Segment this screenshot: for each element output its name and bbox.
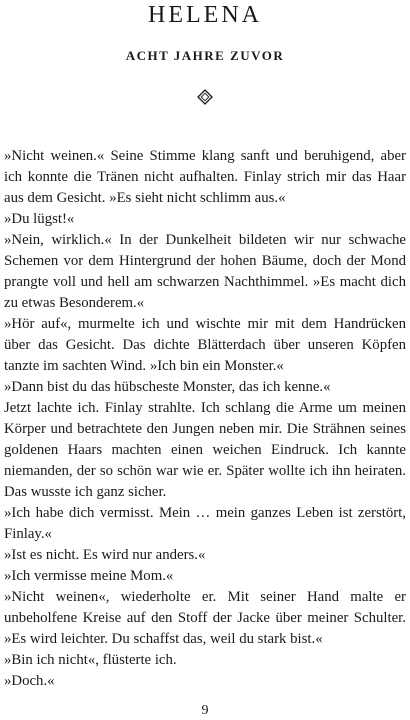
paragraph: Jetzt lachte ich. Finlay strahlte. Ich schlang die Arme um meinen Körper und betrachtete den Jungen neben mir. Die Strähnen seines goldenen Haars machten einen weichen Eindruck. Ich kannte niemanden, der so schön war wie er. Später wollte ich ihn heiraten. Das wusste ich ganz sicher. <box>4 400 406 500</box>
paragraph: »Dann bist du das hübscheste Monster, das ich kenne.« <box>4 379 331 395</box>
paragraph: »Ich vermisse meine Mom.« <box>4 568 174 584</box>
chapter-title: HELENA <box>148 2 262 28</box>
body-text <box>4 146 406 692</box>
paragraph: »Ich habe dich vermisst. Mein … mein ganzes Leben ist zerstört, Finlay.« <box>4 505 406 542</box>
page-number: 9 <box>201 703 209 718</box>
paragraph: »Nicht weinen.« Seine Stimme klang sanft und beruhigend, aber ich konnte die Tränen nicht aufhalten. Finlay strich mir das Haar aus dem Gesicht. »Es sieht nicht schlimm aus.« <box>4 148 406 206</box>
diamond-ornament-icon <box>197 89 213 105</box>
paragraph: »Ist es nicht. Es wird nur anders.« <box>4 547 206 563</box>
paragraph: »Du lügst!« <box>4 211 75 227</box>
paragraph: »Bin ich nicht«, flüsterte ich. <box>4 652 177 668</box>
paragraph: »Hör auf«, murmelte ich und wischte mir mit dem Handrücken über das Gesicht. Das dichte Blätterdach über unseren Köpfen tanzte im sachten Wind. »Ich bin ein Monster.« <box>4 316 406 374</box>
paragraph: »Doch.« <box>4 673 55 689</box>
paragraph: »Nicht weinen«, wiederholte er. Mit seiner Hand malte er unbeholfene Kreise auf den Stoff der Jacke über meiner Schulter. »Es wird leichter. Du schaffst das, weil du stark bist.« <box>4 589 406 647</box>
chapter-subtitle: ACHT JAHRE ZUVOR <box>125 48 285 63</box>
paragraph: »Nein, wirklich.« In der Dunkelheit bildeten wir nur schwache Schemen vor dem Hintergrund der hohen Bäume, doch der Mond prangte voll und hell am schwarzen Nachthimmel. »Es macht dich zu etwas Besonderem.« <box>4 232 406 311</box>
